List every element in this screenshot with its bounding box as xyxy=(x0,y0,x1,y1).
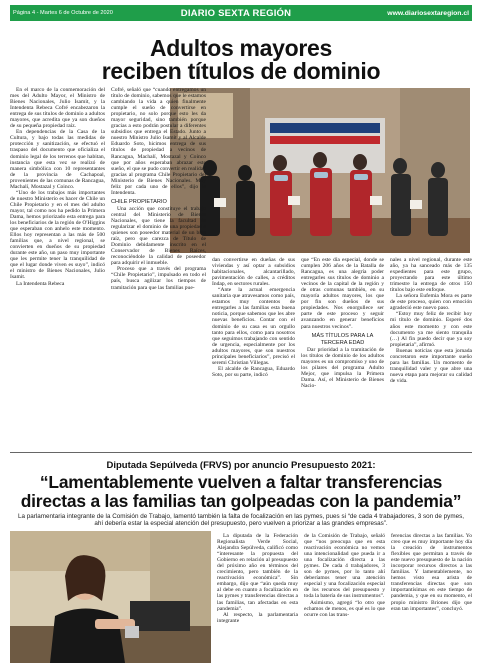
story1-column-4 xyxy=(301,257,384,449)
paragraph: En dependencias de la Casa de la Cultura, y bajo todas las medidas de protección y sanitización, se efectuó el traspaso del documento que oficializa el dominio legal de los terrenos que habitan, instancia que esta vez se realizó de manera simbólica con 10 representantes de la provincia de Cachapoal, provenientes de las comunas de Rancagua, Machalí, Mostazal y Coinco. xyxy=(10,129,105,190)
subheading-line2: TERCERA EDAD xyxy=(320,339,365,346)
deputy-photo xyxy=(10,531,211,663)
page-date: Página 4 - Martes 6 de Octubre de 2020 xyxy=(13,10,113,16)
story2-headline xyxy=(10,473,472,511)
story1-headline-line2: reciben títulos de dominio xyxy=(101,58,381,84)
story2-column-2 xyxy=(304,533,385,663)
paragraph: La Intendenta Rebeca xyxy=(16,280,65,287)
story1-headline xyxy=(10,37,472,83)
story1-headline-line1: Adultos mayores xyxy=(149,35,333,61)
paragraph: Cofré, señaló que “cuando entregamos un título de dominio, sabemos que le estamos cambiando la vida a quien finalmente cumple el sueño de convertirse en propietario, no solo porque esto les da mayor seguridad, sino también porque gracias a esto podrán postular a diferentes subsidios que entrega el Estado. Junto a nuestro Ministro Julio Isamit y al Alcalde Eduardo Soto, hicimos entrega de sus títulos de propiedad a vecinos de Rancagua, Machalí, Mostazal y Coinco que por años esperaban abrazar este sueño, el que se pudo convertir en realidad gracias al programa Chile Propietario del Ministerio de Bienes Nacionales. Muy feliz por cada uno de ellos”, dijo la Intendenta. xyxy=(111,87,206,196)
story1-column-3 xyxy=(212,257,295,449)
paragraph: nales a nivel regional, durante este año, ya ha sanceado más de 135 expedientes para este grupo, proyectando para este último trimestre la entrega de otros 150 títulos bajo este enfoque. xyxy=(390,257,472,294)
paragraph: Al respecto, la parlamentaria integrante xyxy=(217,611,298,624)
paragraph: Una acción que constituye el trabajo central del Ministerio de Bienes Nacionales, que tiene la facultad de regularizar el dominio de una propiedad a quienes son poseedor material de un bien raíz, pero que carezca de Título de Dominio debidamente inscrito en el Conservador de Bienes Raíces, reconociéndole la calidad de poseedor para adquirir el inmueble. xyxy=(111,205,206,267)
paragraph: En el marco de la conmemoración del mes del Adulto Mayor, el Ministro de Bienes Nacionales, Julio Isamit, y la Intendenta Rebeca Cofré encabezaron la entrega de sus títulos de dominio a adultos mayores, que acredita que ya son dueños de su pequeña propiedad raíz. xyxy=(10,87,105,130)
story1-column-2 xyxy=(111,87,206,449)
paragraph: dan convertirse en dueñas de sus viviendas y así optar a subsidios habitacionales, alcantarillado, pavimentación de calles, a créditos Indap, en sectores rurales. xyxy=(212,257,295,288)
paragraph: El alcalde de Rancagua, Eduardo Soto, por su parte, indicó xyxy=(212,365,295,378)
paragraph: ferencias directas a las familias. Yo creo que es muy importante hoy día la creación de instrumentos flexibles que permitan a través de este nuevo presupuesto de la nación incorporar recursos directos a las familias. Y lamentablemente, no hemos visto esa arista de transferencias directas que son importantísimas en este tiempo de pandemia, y que en su momento, el propio ministro Briones dijo que eran tan importantes”, concluyó. xyxy=(391,533,472,612)
paragraph: “Estoy muy feliz de recibir hoy mi título de dominio. Esperé dos años este momento y con este documento ya me siento tranquila (…) Al fin puedo decir que ya soy propietaria”, afirmó. xyxy=(390,311,472,348)
paragraph: Dar prioridad a la tramitación de los títulos de dominio de los adultos mayores es un compromiso y uno de los pilares del programa Adulto Mejor, que impulsa la Primera Dama. Así, el Ministerio de Bienes Nacio- xyxy=(301,346,384,389)
story2-kicker: Diputada Sepúlveda (FRVS) por anuncio Presupuesto 2021: xyxy=(106,460,376,471)
ceremony-photo xyxy=(170,88,470,253)
story1-column-1 xyxy=(10,87,105,449)
ceremony-photo-image xyxy=(170,88,470,253)
story2-lead-line2: ahí debería estar la especial atención del presupuesto, pero vuelven a priorizar a las grandes empresas”. xyxy=(94,520,388,528)
website-url: www.diariosextaregion.cl xyxy=(387,9,469,17)
story2-headline-line1: “Lamentablemente vuelven a faltar transferencias xyxy=(39,472,443,492)
paragraph: de la Comisión de Trabajo, señaló que “nos preocupa que en esta reactivación económica no vemos una intencionalidad que pueda ir a una focalización directa a las pymes. De cada 4 trabajadores, 3 son de pymes, por lo tanto ahí deberíamos tener una atención especial y una focalización especial de los recursos del presupuesto y toda la batería de sus instrumentos”. xyxy=(304,533,385,600)
paragraph: Asimismo, agregó “lo otro que echamos de menos, es qué es lo que ocurre con las trans- xyxy=(304,599,385,618)
paragraph: La señora Eufemia Mora es parte de este proceso, quien con emoción agradeció este nuevo paso. xyxy=(390,293,472,312)
subheading-line1: MÁS TÍTULOS PARA LA xyxy=(311,332,374,339)
story1-column-5 xyxy=(390,257,472,449)
paragraph: Proceso que a través del programa “Chile Propietario”, impulsado en todo el país, busca agilizar los tiempos de tramitación para que las familias pue- xyxy=(111,266,206,291)
page-header xyxy=(10,5,472,21)
deputy-photo-image xyxy=(10,531,211,663)
paragraph: que “En este día especial, donde se cumplen 206 años de la Batalla de Rancagua, es una alegría poder entregarles sus títulos de dominio a vecinos de la capital de la región y de otras comunas también, en su mayoría adultos mayores, los que por fin son dueños de sus propiedades. Nos enorgullece ser parte de este proceso y seguir avanzando en generar beneficios para nuestros vecinos”. xyxy=(301,257,384,330)
story2-lead xyxy=(12,513,470,527)
section-divider xyxy=(10,452,472,453)
paragraph: La diputada de la Federación Regionalista Verde Social, Alejandra Sepúlveda, calificó como “interesante la propuesta del Gobierno en relación al presupuesto del próximo año en términos del crecimiento, pero también de la reactivación económica”. Sin embargo, dijo que “aún queda muy al debe en cuanto a focalización en las pymes y transferencias directas a las familias, tan afectadas en esta pandemia”. xyxy=(217,533,298,612)
paragraph: Buenas noticias que esta jornada concretaron este importante sueño para las familias. Un momento de tranquilidad valer y que abre una nueva etapa para mejorar su calidad de vida. xyxy=(390,347,472,384)
paragraph: “Ante la actual emergencia sanitaria que atravesamos como país, estamos muy contentos de entregarles a las familias esta buena noticia, porque sabemos que les abre nuevas beneficios. Contar con el dominio de su casa es un orgullo tanto para ellos, como para nosotros que seguimos trabajando con sentido de urgencia, especialmente por los adultos mayores, que son nuestros principales beneficiarios”, precisó el seremi Christian Villegas. xyxy=(212,287,295,366)
subheading: CHILE PROPIETARIO xyxy=(111,198,167,205)
story2-lead-line1: La parlamentaria integrante de la Comisión de Trabajo, lamentó también la falta de focalización en las pymes, pues si “de cada 4 trabajadores, 3 son de pymes, xyxy=(18,513,464,520)
story2-headline-line2: directas a las familias tan golpeadas con la pandemia” xyxy=(20,491,462,511)
paragraph: “Uno de los trabajos más importantes de nuestro Ministerio es hacer de Chile un Chile Propietario y en el mes del adulto mayor, tal como nos ha pedido la Primera Dama, hemos priorizado esta entrega para los beneficiarios de la región de O'Higgins que esperaban con anhelo este momento. Ellos hoy representan a las más de 500 familias que, a nivel regional, se convierten en dueños de su propiedad durante este año, un paso muy importante que les permite tener la tranquilidad de que el lugar donde viven es suyo”, indicó el ministro de Bienes Nacionales, Julio Isamit. xyxy=(10,189,105,281)
story2-column-3 xyxy=(391,533,472,663)
story2-column-1 xyxy=(217,533,298,663)
newspaper-name: DIARIO SEXTA REGIÓN xyxy=(180,7,292,19)
